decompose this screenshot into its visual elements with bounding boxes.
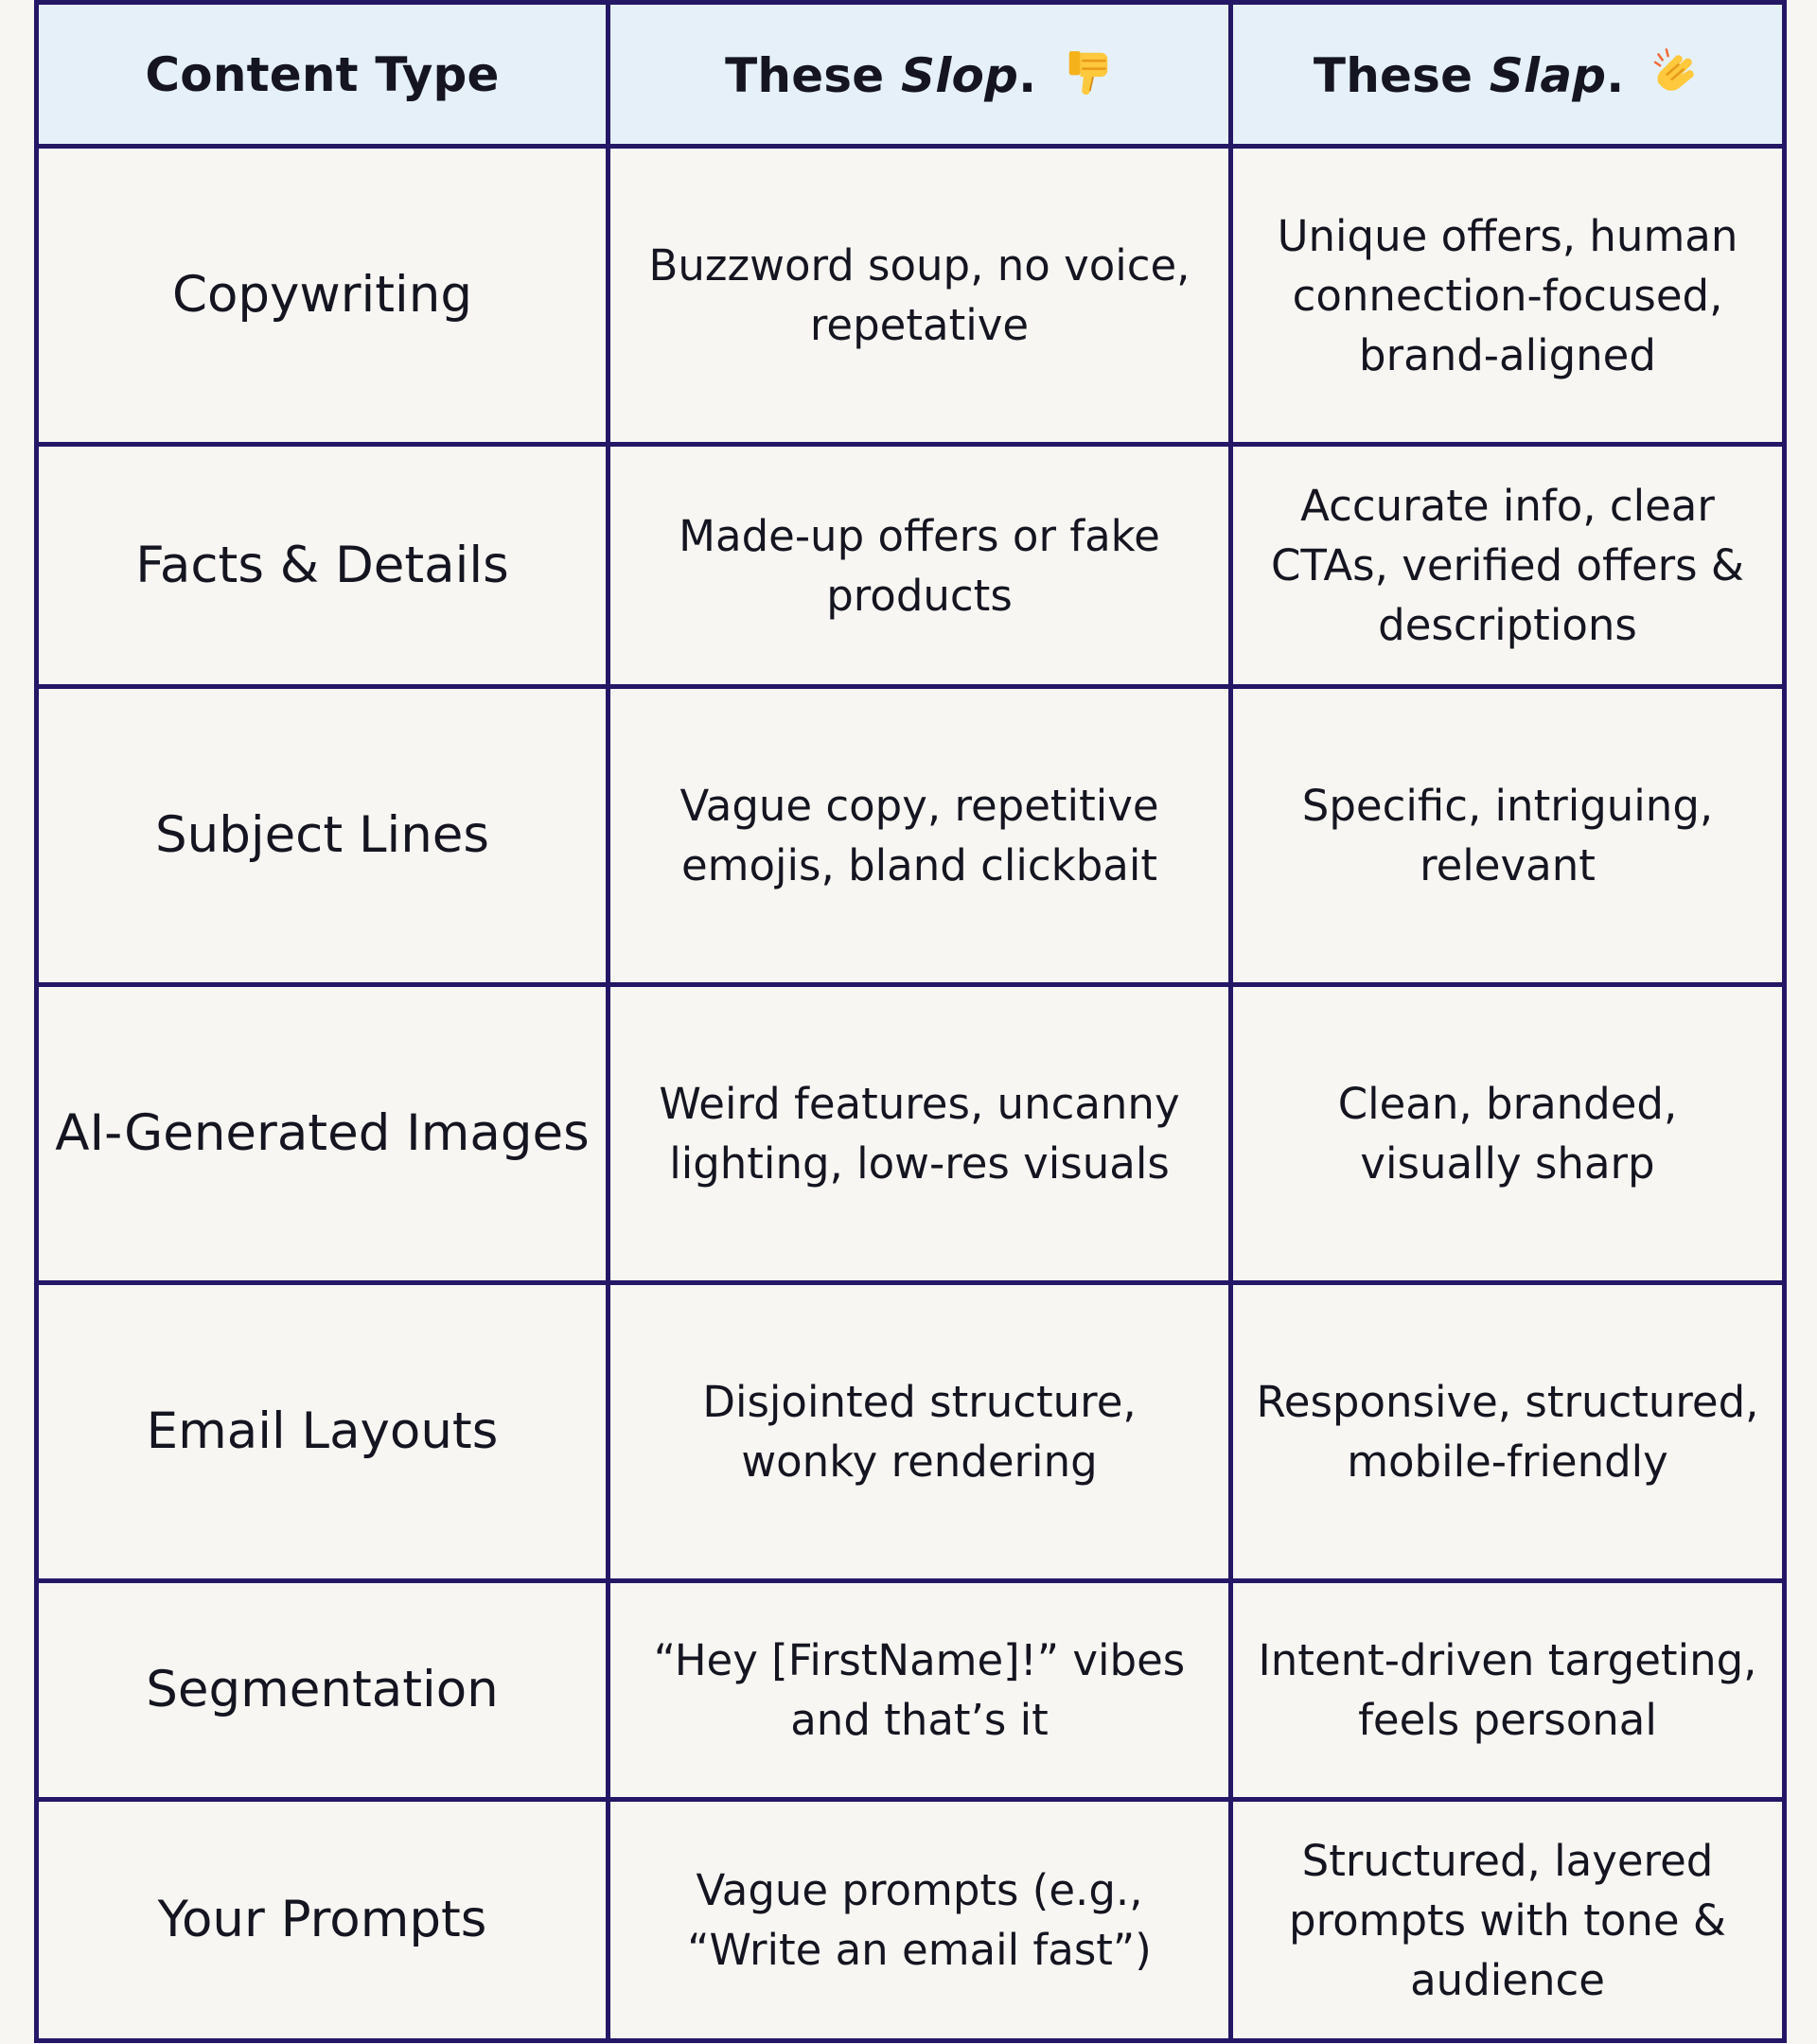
header-slop-suffix: .: [1018, 47, 1037, 103]
row-label: Your Prompts: [37, 1800, 609, 2041]
slap-cell: Intent-driven targeting, feels personal: [1231, 1581, 1785, 1800]
header-content-type: Content Type: [37, 3, 609, 147]
header-slap: [1231, 3, 1785, 147]
comparison-table: [34, 0, 1787, 2043]
slop-cell: Weird features, uncanny lighting, low-res visuals: [609, 985, 1231, 1283]
row-label: Segmentation: [37, 1581, 609, 1800]
table-row: [37, 147, 1785, 445]
row-label: Copywriting: [37, 147, 609, 445]
slop-cell: Disjointed structure, wonky rendering: [609, 1283, 1231, 1581]
header-slop-emphasis: Slop: [901, 47, 1019, 103]
table-row: [37, 687, 1785, 985]
header-slap-prefix: These: [1313, 47, 1490, 103]
row-label: Email Layouts: [37, 1283, 609, 1581]
comparison-table-container: [34, 0, 1782, 2043]
slap-cell: Structured, layered prompts with tone & audience: [1231, 1800, 1785, 2041]
slop-cell: “Hey [FirstName]!” vibes and that’s it: [609, 1581, 1231, 1800]
slop-cell: Vague prompts (e.g., “Write an email fast”): [609, 1800, 1231, 2041]
row-label: AI-Generated Images: [37, 985, 609, 1283]
slap-cell: Accurate info, clear CTAs, verified offers & descriptions: [1231, 445, 1785, 687]
slap-cell: Responsive, structured, mobile-friendly: [1231, 1283, 1785, 1581]
thumbs-down-icon: [1063, 46, 1114, 97]
header-slop-prefix: These: [725, 47, 901, 103]
clapping-hands-icon: [1650, 46, 1702, 97]
table-row: [37, 1283, 1785, 1581]
table-row: [37, 985, 1785, 1283]
slop-cell: Made-up offers or fake products: [609, 445, 1231, 687]
slop-cell: Vague copy, repetitive emojis, bland clickbait: [609, 687, 1231, 985]
slap-cell: Clean, branded, visually sharp: [1231, 985, 1785, 1283]
slop-cell: Buzzword soup, no voice, repetative: [609, 147, 1231, 445]
header-row: [37, 3, 1785, 147]
row-label: Subject Lines: [37, 687, 609, 985]
slap-cell: Unique offers, human connection-focused, brand-aligned: [1231, 147, 1785, 445]
header-slap-emphasis: Slap: [1489, 47, 1607, 103]
header-slap-suffix: .: [1606, 47, 1625, 103]
table-row: [37, 1581, 1785, 1800]
header-slop: [609, 3, 1231, 147]
table-row: [37, 1800, 1785, 2041]
table-row: [37, 445, 1785, 687]
row-label: Facts & Details: [37, 445, 609, 687]
slap-cell: Specific, intriguing, relevant: [1231, 687, 1785, 985]
